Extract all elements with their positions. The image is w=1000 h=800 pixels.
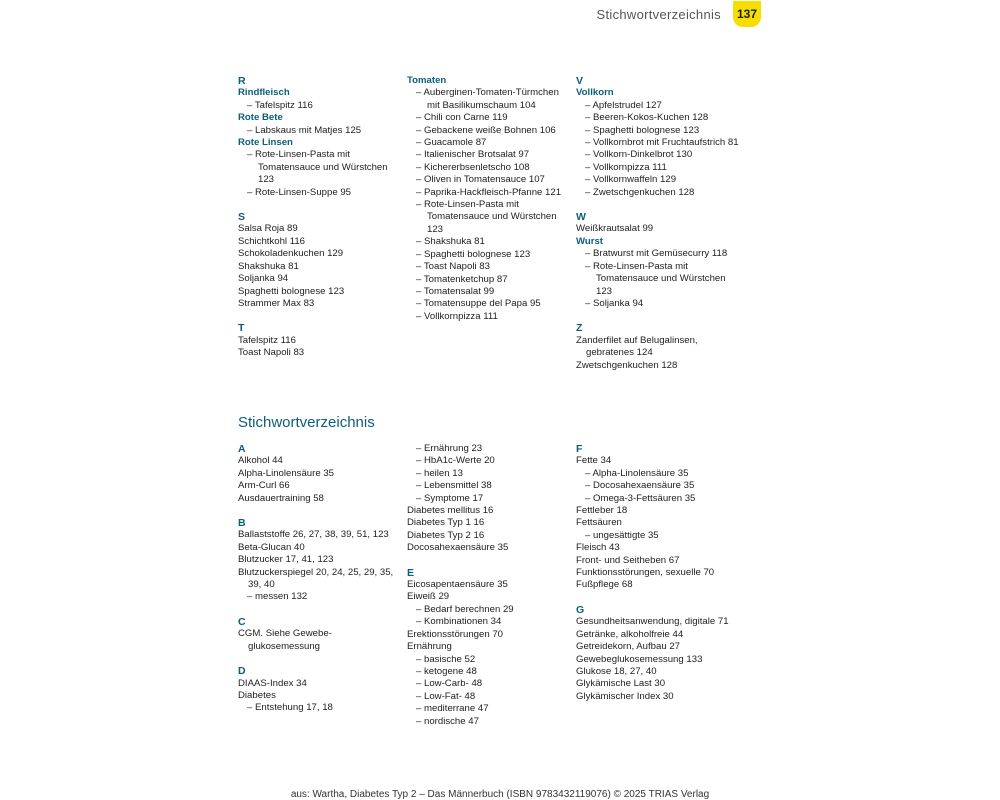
index-letter: R (238, 75, 246, 87)
index-subentry: – heilen 13 (416, 467, 463, 479)
index-subentry: – Tomatensalat 99 (416, 285, 495, 297)
index-letter: W (576, 211, 586, 224)
keyword-index-column-3 (576, 443, 741, 703)
index-entry: Fettsäuren (576, 517, 622, 529)
index-entry: Eiweiß 29 (407, 591, 450, 603)
index-subentry: – Gebackene weiße Bohnen 106 (416, 124, 556, 136)
index-letter: T (238, 322, 245, 335)
source-footer: aus: Wartha, Diabetes Typ 2 – Das Männerbuch (ISBN 9783432119076) © 2025 TRIAS Verlag (290, 789, 710, 800)
index-entry: Spaghetti bolognese 123 (238, 285, 345, 297)
index-subentry: – Vollkornwaffeln 129 (585, 174, 677, 186)
index-subentry: – basische 52 (416, 653, 476, 665)
index-subentry: – Soljanka 94 (585, 297, 644, 309)
index-subentry: – Shakshuka 81 (416, 236, 485, 248)
index-entry: Diabetes (238, 689, 276, 701)
index-entry: Diabetes Typ 1 16 (407, 517, 485, 529)
index-subentry: – Tomatenketchup 87 (416, 273, 508, 285)
index-subentry: – Vollkornbrot mit Fruchtaufstrich 81 (585, 137, 739, 149)
index-entry: Alkohol 44 (238, 455, 283, 467)
index-subentry: – messen 132 (247, 591, 308, 603)
index-entry: Fußpflege 68 (576, 579, 633, 591)
index-subentry: – Alpha-Linolensäure 35 (585, 467, 689, 479)
section-title: Stichwortverzeichnis (238, 414, 375, 431)
index-entry: Glykämische Last 30 (576, 678, 666, 690)
recipe-index-column-3 (576, 75, 741, 372)
index-subentry: – Bratwurst mit Gemüsecurry 118 (585, 248, 728, 260)
index-entry: Glykämischer Index 30 (576, 690, 674, 702)
index-subentry: – Spaghetti bolognese 123 (416, 248, 531, 260)
index-entry: Soljanka 94 (238, 273, 289, 285)
index-subentry: – HbA1c-Werte 20 (416, 455, 495, 467)
index-entry: Erektionsstörungen 70 (407, 628, 503, 640)
index-subentry: – Entstehung 17, 18 (247, 702, 333, 714)
index-entry: Schokoladenkuchen 129 (238, 248, 344, 260)
index-entry: Shakshuka 81 (238, 260, 299, 272)
index-subentry: – Kombinationen 34 (416, 616, 502, 628)
index-subentry: – Zwetschgenkuchen 128 (585, 186, 695, 198)
index-heading: Rindfleisch (238, 87, 290, 99)
index-letter: A (238, 443, 246, 455)
index-entry: Ballaststoffe 26, 27, 38, 39, 51, 123 (238, 529, 389, 541)
index-entry: Tafelspitz 116 (238, 334, 296, 346)
index-letter: F (576, 443, 583, 455)
index-subentry: – Rote-Linsen-Pasta mit Tomatensauce und Würstchen 123 (585, 260, 726, 297)
index-entry: Alpha-Linolensäure 35 (238, 467, 335, 479)
index-subentry: – Tomatensuppe del Papa 95 (416, 298, 541, 310)
index-entry: Funktionsstörungen, sexuelle 70 (576, 567, 715, 579)
index-entry: Zwetschgenkuchen 128 (576, 359, 678, 371)
index-subentry: – Guacamole 87 (416, 137, 487, 149)
index-subentry: – Low-Fat- 48 (416, 690, 476, 702)
index-subentry: – ketogene 48 (416, 665, 477, 677)
index-subentry: – Toast Napoli 83 (416, 261, 490, 273)
index-subentry: – Rote-Linsen-Pasta mit Tomatensauce und Würstchen 123 (416, 199, 557, 235)
index-subentry: – Omega-3-Fettsäuren 35 (585, 492, 696, 504)
index-entry: Fette 34 (576, 455, 612, 467)
running-header (597, 0, 762, 28)
index-entry: Weißkrautsalat 99 (576, 223, 654, 235)
index-subentry: – Labskaus mit Matjes 125 (247, 124, 362, 136)
keyword-index-column-1 (238, 443, 403, 715)
index-entry: Salsa Roja 89 (238, 223, 298, 235)
index-letter: C (238, 615, 246, 628)
index-entry: Ausdauertraining 58 (238, 492, 324, 504)
index-entry: Gewebeglukosemessung 133 (576, 653, 703, 665)
index-subentry: – Oliven in Tomatensauce 107 (416, 174, 545, 186)
index-heading: Rote Bete (238, 112, 283, 124)
index-entry: Blutzucker 17, 41, 123 (238, 554, 334, 566)
index-subentry: – Docosahexaensäure 35 (585, 480, 695, 492)
index-entry: Arm-Curl 66 (238, 480, 290, 492)
index-subentry: – Ernährung 23 (416, 443, 483, 454)
index-entry: Toast Napoli 83 (238, 347, 305, 359)
index-entry: Getreidekorn, Aufbau 27 (576, 641, 681, 653)
index-heading: Vollkorn (576, 87, 614, 99)
recipe-index-column-1 (238, 75, 403, 360)
index-subentry: – Chili con Carne 119 (416, 112, 508, 124)
index-subentry: – Tafelspitz 116 (247, 99, 313, 111)
index-letter: Z (576, 322, 583, 335)
keyword-index-column-2 (407, 443, 572, 728)
index-letter: D (238, 665, 246, 678)
index-subentry: – nordische 47 (416, 715, 479, 727)
index-letter: V (576, 75, 584, 87)
index-subentry: – Vollkorn-Dinkelbrot 130 (585, 149, 693, 161)
index-subentry: – Apfelstrudel 127 (585, 99, 662, 111)
index-subentry: – Rote-Linsen-Pasta mit Tomatensauce und Würstchen 123 (247, 149, 388, 186)
index-subentry: – Low-Carb- 48 (416, 678, 483, 690)
index-entry: Fettleber 18 (576, 505, 628, 517)
index-entry: Gesundheitsanwendung, digitale 71 (576, 616, 729, 628)
index-entry: Zanderfilet auf Belugalinsen, gebratenes 124 (576, 334, 698, 359)
index-subentry: – Rote-Linsen-Suppe 95 (247, 186, 352, 198)
index-subentry: – Paprika-Hackfleisch-Pfanne 121 (416, 186, 562, 198)
index-letter: S (238, 211, 246, 224)
index-entry: Fleisch 43 (576, 542, 620, 554)
index-entry: Schichtkohl 116 (238, 235, 306, 247)
index-heading: Rote Linsen (238, 137, 293, 149)
index-entry: Strammer Max 83 (238, 297, 315, 309)
index-letter: B (238, 517, 246, 530)
index-entry: Getränke, alkoholfreie 44 (576, 628, 684, 640)
index-entry: Diabetes Typ 2 16 (407, 529, 485, 541)
index-entry: Beta-Glucan 40 (238, 541, 305, 553)
index-subentry: – Symptome 17 (416, 492, 484, 504)
index-subentry: – mediterrane 47 (416, 703, 489, 715)
index-subentry: – Vollkornpizza 111 (585, 161, 667, 173)
index-entry: Docosahexaensäure 35 (407, 542, 509, 554)
index-letter: E (407, 566, 415, 579)
index-subentry: – Vollkornpizza 111 (416, 310, 498, 322)
index-heading: Wurst (576, 235, 604, 247)
index-heading: Tomaten (407, 75, 447, 86)
index-subentry: – Auberginen-Tomaten-Türmchen mit Basilikumschaum 104 (416, 87, 559, 111)
index-entry: Eicosapentaensäure 35 (407, 579, 508, 591)
index-entry: Diabetes mellitus 16 (407, 505, 494, 517)
index-subentry: – Beeren-Kokos-Kuchen 128 (585, 112, 709, 124)
page-number-badge: 137 (733, 1, 761, 27)
header-title: Stichwortverzeichnis (596, 6, 721, 22)
index-entry: CGM. Siehe Gewebe-glukosemessung (238, 628, 332, 652)
index-subentry: – Kichererbsenletscho 108 (416, 161, 530, 173)
index-entry: Glukose 18, 27, 40 (576, 665, 657, 677)
index-subentry: – Bedarf berechnen 29 (416, 603, 514, 615)
index-entry: DIAAS-Index 34 (238, 677, 307, 689)
index-entry: Front- und Seitheben 67 (576, 554, 680, 566)
index-subentry: – Lebensmittel 38 (416, 480, 492, 492)
index-entry: Blutzuckerspiegel 20, 24, 25, 29, 35, 39, 40 (238, 566, 394, 591)
index-subentry: – Spaghetti bolognese 123 (585, 124, 700, 136)
index-entry: Ernährung (407, 641, 452, 653)
index-subentry: – Italienischer Brotsalat 97 (416, 149, 530, 161)
index-subentry: – ungesättigte 35 (585, 529, 659, 541)
index-letter: G (576, 603, 585, 616)
recipe-index-column-2 (407, 75, 572, 323)
